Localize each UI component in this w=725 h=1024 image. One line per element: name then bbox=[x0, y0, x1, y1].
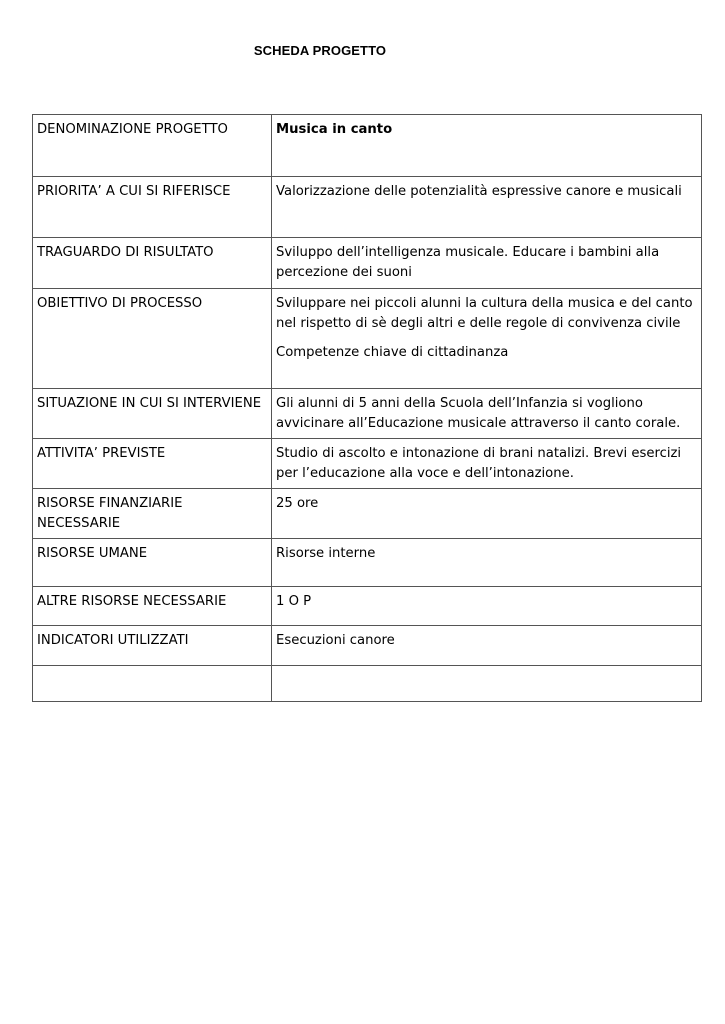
row-label: RISORSE FINANZIARIE NECESSARIE bbox=[33, 489, 272, 539]
row-value-text: Studio di ascolto e intonazione di brani natalizi. Brevi esercizi per l’educazione alla voce e dell’intonazione. bbox=[276, 446, 682, 481]
table-row bbox=[33, 666, 702, 702]
row-label: TRAGUARDO DI RISULTATO bbox=[33, 238, 272, 289]
row-value-text: 1 O P bbox=[276, 594, 312, 609]
table-row bbox=[33, 177, 702, 238]
row-value bbox=[272, 626, 702, 666]
row-label: OBIETTIVO DI PROCESSO bbox=[33, 289, 272, 389]
row-value-text: Valorizzazione delle potenzialità espressive canore e musicali bbox=[276, 184, 682, 199]
table-row bbox=[33, 489, 702, 539]
row-value-text: Risorse interne bbox=[276, 546, 376, 561]
row-label: ALTRE RISORSE NECESSARIE bbox=[33, 587, 272, 626]
row-value bbox=[272, 289, 702, 389]
row-value bbox=[272, 177, 702, 238]
row-value-text: 25 ore bbox=[276, 496, 319, 511]
document-title: SCHEDA PROGETTO bbox=[253, 43, 387, 58]
table-row bbox=[33, 626, 702, 666]
row-value bbox=[272, 666, 702, 702]
row-value-text: Esecuzioni canore bbox=[276, 633, 395, 648]
row-value bbox=[272, 439, 702, 489]
project-form-table bbox=[32, 114, 702, 702]
row-label: DENOMINAZIONE PROGETTO bbox=[33, 115, 272, 177]
project-name: Musica in canto bbox=[276, 122, 393, 137]
row-label bbox=[33, 666, 272, 702]
row-value bbox=[272, 115, 702, 177]
row-label: ATTIVITA’ PREVISTE bbox=[33, 439, 272, 489]
row-value bbox=[272, 489, 702, 539]
table-row bbox=[33, 539, 702, 587]
row-value-text: Sviluppo dell’intelligenza musicale. Educare i bambini alla percezione dei suoni bbox=[276, 245, 660, 280]
row-value-text: Gli alunni di 5 anni della Scuola dell’Infanzia si vogliono avvicinare all’Educazione musicale attraverso il canto corale. bbox=[276, 396, 681, 431]
row-label: INDICATORI UTILIZZATI bbox=[33, 626, 272, 666]
row-value-text: Competenze chiave di cittadinanza bbox=[276, 345, 509, 360]
table-row bbox=[33, 289, 702, 389]
table-row bbox=[33, 439, 702, 489]
row-value bbox=[272, 539, 702, 587]
row-value bbox=[272, 587, 702, 626]
row-label: PRIORITA’ A CUI SI RIFERISCE bbox=[33, 177, 272, 238]
row-value bbox=[272, 389, 702, 439]
table-row bbox=[33, 587, 702, 626]
row-label: RISORSE UMANE bbox=[33, 539, 272, 587]
table-row bbox=[33, 115, 702, 177]
row-label: SITUAZIONE IN CUI SI INTERVIENE bbox=[33, 389, 272, 439]
table-row bbox=[33, 389, 702, 439]
row-value bbox=[272, 238, 702, 289]
table-row bbox=[33, 238, 702, 289]
row-value-text: Sviluppare nei piccoli alunni la cultura della musica e del canto nel rispetto di sè degli altri e delle regole di convivenza civile bbox=[276, 296, 693, 331]
